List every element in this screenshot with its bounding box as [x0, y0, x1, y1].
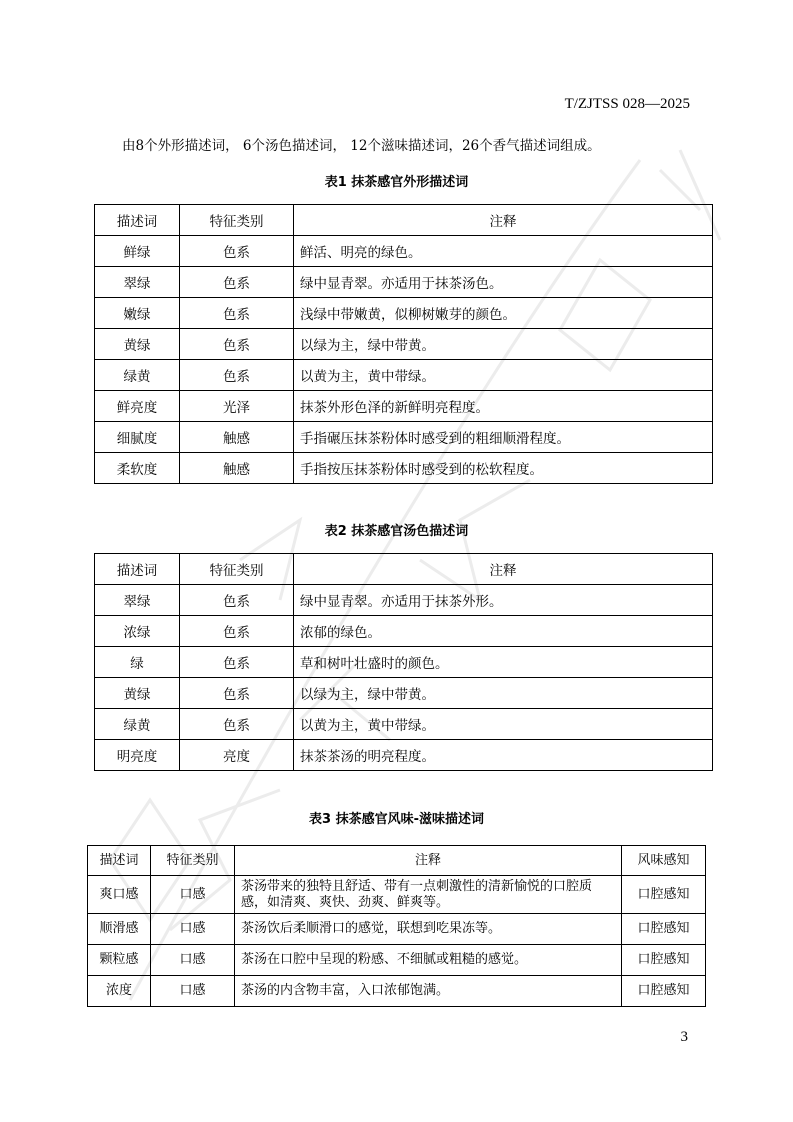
intro-paragraph: 由8个外形描述词， 6个汤色描述词， 12个滋味描述词，26个香气描述词组成。: [122, 138, 601, 154]
table-row: [95, 329, 713, 360]
descriptor-cell: 细腻度: [95, 422, 180, 453]
table-row: [88, 976, 706, 1007]
category-cell: 色系: [180, 236, 294, 267]
category-cell: 色系: [180, 647, 294, 678]
note-cell: 浓郁的绿色。: [294, 616, 713, 647]
table-row: [95, 453, 713, 484]
header-cell: 特征类别: [151, 846, 235, 876]
note-cell: 浅绿中带嫩黄，似柳树嫩芽的颜色。: [294, 298, 713, 329]
table-row: [88, 876, 706, 914]
table1-appearance-descriptors: [94, 204, 713, 484]
descriptor-cell: 翠绿: [95, 267, 180, 298]
table-row: [95, 647, 713, 678]
note-cell: 绿中显青翠。亦适用于抹茶外形。: [294, 585, 713, 616]
category-cell: 亮度: [180, 740, 294, 771]
table2-caption: 表2 抹茶感官汤色描述词: [324, 524, 469, 539]
table2-liquor-color-descriptors: [94, 553, 713, 771]
table-header-row: [88, 846, 706, 876]
table-row: [88, 914, 706, 945]
header-cell: 注释: [235, 846, 622, 876]
category-cell: 色系: [180, 267, 294, 298]
table-row: [95, 236, 713, 267]
category-cell: 口感: [151, 976, 235, 1007]
table3-taste-descriptors: [87, 845, 706, 1007]
table-row: [95, 585, 713, 616]
note-cell: 抹茶外形色泽的新鲜明亮程度。: [294, 391, 713, 422]
note-cell: 手指碾压抹茶粉体时感受到的粗细顺滑程度。: [294, 422, 713, 453]
note-cell: 鲜活、明亮的绿色。: [294, 236, 713, 267]
descriptor-cell: 顺滑感: [88, 914, 151, 945]
table-row: [95, 391, 713, 422]
descriptor-cell: 明亮度: [95, 740, 180, 771]
note-cell: 茶汤带来的独特且舒适、带有一点刺激性的清新愉悦的口腔质感，如清爽、爽快、劲爽、鲜爽等。: [235, 876, 622, 914]
note-cell: 以黄为主，黄中带绿。: [294, 709, 713, 740]
descriptor-cell: 鲜绿: [95, 236, 180, 267]
header-cell: 特征类别: [180, 205, 294, 236]
note-cell: 草和树叶壮盛时的颜色。: [294, 647, 713, 678]
note-cell: 茶汤饮后柔顺滑口的感觉，联想到吃果冻等。: [235, 914, 622, 945]
descriptor-cell: 绿黄: [95, 709, 180, 740]
descriptor-cell: 爽口感: [88, 876, 151, 914]
note-cell: 茶汤在口腔中呈现的粉感、不细腻或粗糙的感觉。: [235, 945, 622, 976]
descriptor-cell: 颗粒感: [88, 945, 151, 976]
perception-cell: 口腔感知: [622, 876, 706, 914]
note-cell: 以绿为主，绿中带黄。: [294, 678, 713, 709]
perception-cell: 口腔感知: [622, 945, 706, 976]
descriptor-cell: 翠绿: [95, 585, 180, 616]
header-cell: 描述词: [95, 205, 180, 236]
descriptor-cell: 黄绿: [95, 329, 180, 360]
note-cell: 茶汤的内含物丰富，入口浓郁饱满。: [235, 976, 622, 1007]
table-row: [95, 422, 713, 453]
category-cell: 触感: [180, 422, 294, 453]
descriptor-cell: 绿: [95, 647, 180, 678]
descriptor-cell: 黄绿: [95, 678, 180, 709]
table-row: [95, 616, 713, 647]
header-cell: 注释: [294, 554, 713, 585]
category-cell: 色系: [180, 360, 294, 391]
table3-caption: 表3 抹茶感官风味-滋味描述词: [309, 812, 484, 827]
category-cell: 色系: [180, 585, 294, 616]
category-cell: 色系: [180, 678, 294, 709]
descriptor-cell: 绿黄: [95, 360, 180, 391]
header-cell: 注释: [294, 205, 713, 236]
perception-cell: 口腔感知: [622, 914, 706, 945]
header-cell: 特征类别: [180, 554, 294, 585]
note-cell: 手指按压抹茶粉体时感受到的松软程度。: [294, 453, 713, 484]
category-cell: 口感: [151, 914, 235, 945]
table-row: [95, 360, 713, 391]
category-cell: 光泽: [180, 391, 294, 422]
table-row: [95, 709, 713, 740]
table-header-row: [95, 554, 713, 585]
header-cell: 描述词: [88, 846, 151, 876]
note-cell: 抹茶茶汤的明亮程度。: [294, 740, 713, 771]
descriptor-cell: 柔软度: [95, 453, 180, 484]
header-cell: 描述词: [95, 554, 180, 585]
descriptor-cell: 浓度: [88, 976, 151, 1007]
descriptor-cell: 嫩绿: [95, 298, 180, 329]
standard-code: T/ZJTSS 028—2025: [564, 96, 690, 112]
table-row: [95, 678, 713, 709]
table-row: [88, 945, 706, 976]
descriptor-cell: 浓绿: [95, 616, 180, 647]
category-cell: 口感: [151, 945, 235, 976]
category-cell: 色系: [180, 298, 294, 329]
header-cell: 风味感知: [622, 846, 706, 876]
page-number: 3: [680, 1029, 688, 1045]
category-cell: 色系: [180, 709, 294, 740]
table-row: [95, 298, 713, 329]
category-cell: 口感: [151, 876, 235, 914]
category-cell: 色系: [180, 616, 294, 647]
table-row: [95, 267, 713, 298]
perception-cell: 口腔感知: [622, 976, 706, 1007]
note-cell: 以黄为主，黄中带绿。: [294, 360, 713, 391]
note-cell: 绿中显青翠。亦适用于抹茶汤色。: [294, 267, 713, 298]
table-row: [95, 740, 713, 771]
descriptor-cell: 鲜亮度: [95, 391, 180, 422]
table1-caption: 表1 抹茶感官外形描述词: [324, 175, 469, 190]
category-cell: 触感: [180, 453, 294, 484]
category-cell: 色系: [180, 329, 294, 360]
table-header-row: [95, 205, 713, 236]
note-cell: 以绿为主，绿中带黄。: [294, 329, 713, 360]
